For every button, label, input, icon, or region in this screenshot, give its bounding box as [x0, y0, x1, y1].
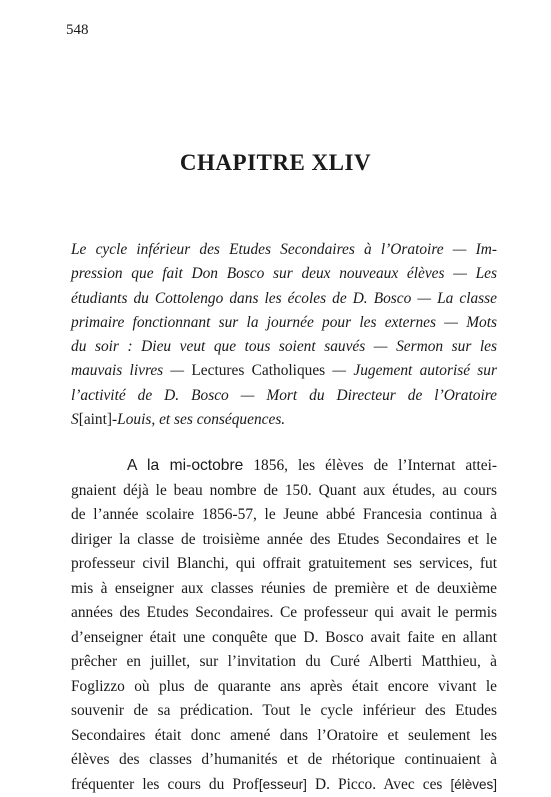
body-line: [71, 454, 497, 479]
summary-line: du soir : Dieu veut que tous soient sauvés — Sermon sur les: [71, 335, 497, 359]
body-paragraph: [71, 454, 497, 797]
body-line: années des Etudes Secondaires. Ce professeur qui avait le permis: [71, 601, 497, 626]
body-line: d’enseigner était une conquête que D. Bosco avait faite en allant: [71, 626, 497, 651]
summary-line: étudiants du Cottolengo dans les écoles de D. Bosco — La classe: [71, 287, 497, 311]
summary-line: [71, 408, 497, 432]
body-line: gnaient déjà le beau nombre de 150. Quant aux études, au cours: [71, 479, 497, 504]
summary-line: [71, 359, 497, 383]
body-line: professeur civil Blanchi, qui offrait gratuitement ses services, fut: [71, 552, 497, 577]
summary-line: Le cycle inférieur des Etudes Secondaires à l’Oratoire — Im-: [71, 238, 497, 262]
body-line: prêcher en juillet, sur l’invitation du Curé Alberti Matthieu, à: [71, 650, 497, 675]
summary-text: S: [71, 411, 79, 428]
summary-line: l’activité de D. Bosco — Mort du Directeur de l’Oratoire: [71, 384, 497, 408]
page-number: 548: [66, 22, 89, 39]
summary-text: — Jugement autorisé sur: [332, 362, 497, 379]
body-text: D. Picco. Avec ces: [307, 776, 451, 793]
body-line: [71, 773, 497, 797]
opening-words: A la mi-octobre: [127, 457, 243, 474]
body-line: souvenir de sa prédication. Tout le cycle inférieur des Etudes: [71, 699, 497, 724]
body-line: mis à enseigner aux classes réunies de première et de deuxième: [71, 577, 497, 602]
summary-line: pression que fait Don Bosco sur deux nouveaux élèves — Les: [71, 262, 497, 286]
chapter-summary: [71, 238, 497, 432]
chapter-title: CHAPITRE XLIV: [0, 150, 551, 176]
body-line: Foglizzo où plus de quarante ans après était encore vivant le: [71, 675, 497, 700]
summary-line: primaire fonctionnant sur la journée pour les externes — Mots: [71, 311, 497, 335]
body-line: Secondaires était donc amené dans l’Oratoire et seulement les: [71, 724, 497, 749]
editorial-insertion: [aint]: [79, 411, 112, 428]
editorial-insertion: [esseur]: [259, 777, 307, 792]
body-line: diriger la classe de troisième année des Etudes Secondaires et le: [71, 528, 497, 553]
body-text: 1856, les élèves de l’Internat attei-: [243, 457, 497, 474]
summary-upright-text: Lectures Catholiques: [191, 362, 325, 379]
body-text: fréquenter les cours du Prof: [71, 776, 259, 793]
body-line: de l’année scolaire 1856-57, le Jeune abbé Francesia continua à: [71, 503, 497, 528]
summary-text: -Louis, et ses conséquences.: [112, 411, 285, 428]
summary-text: mauvais livres —: [71, 362, 184, 379]
body-line: élèves des classes d’humanités et de rhétorique continuaient à: [71, 748, 497, 773]
editorial-insertion: [élèves]: [450, 777, 497, 792]
